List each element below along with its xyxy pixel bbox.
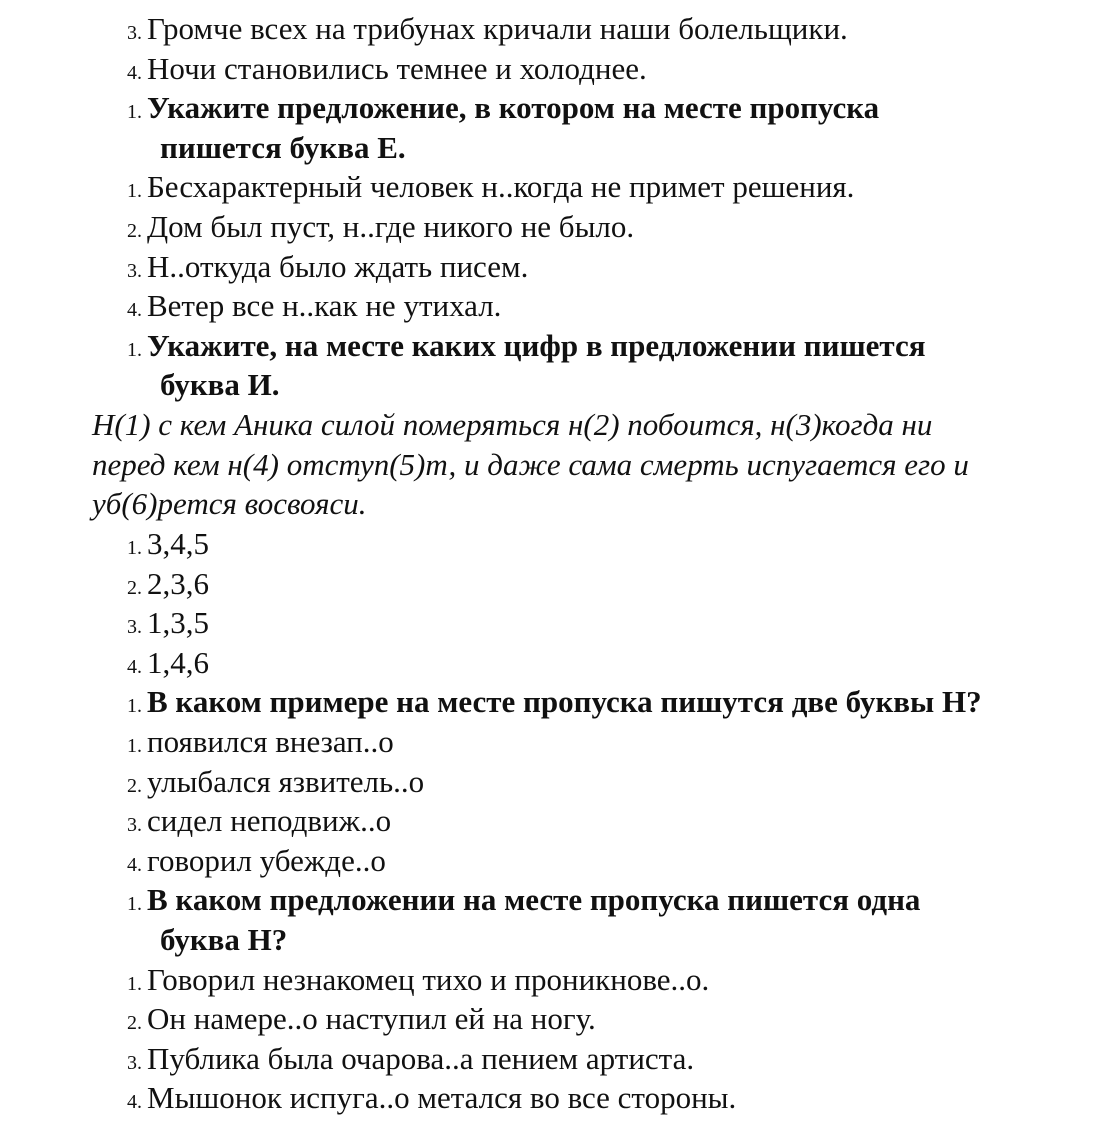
answer-option [127, 999, 596, 1039]
answer-option [127, 603, 209, 643]
question-number: 1. [127, 695, 142, 717]
answer-option [127, 247, 528, 287]
option-text: 1,4,6 [147, 645, 209, 680]
option-number: 1. [127, 973, 142, 995]
option-number: 2. [127, 577, 142, 599]
question-text: В каком примере на месте пропуска пишутся две буквы Н? [147, 684, 982, 719]
question-text: Укажите, на месте каких цифр в предложении пишется [147, 328, 926, 363]
answer-option [127, 49, 647, 89]
answer-option [127, 524, 209, 564]
example-sentence-line [92, 445, 969, 485]
question-title [127, 682, 982, 722]
option-number: 1. [127, 537, 142, 559]
answer-option [127, 841, 386, 881]
option-text: 2,3,6 [147, 566, 209, 601]
option-text: Дом был пуст, н..где никого не было. [147, 209, 635, 244]
option-number: 2. [127, 1012, 142, 1034]
question-title [127, 880, 920, 920]
question-number: 1. [127, 101, 142, 123]
question-title [127, 88, 879, 128]
option-text: Громче всех на трибунах кричали наши болельщики. [147, 11, 848, 46]
option-text: Мышонок испуга..о метался во все стороны. [147, 1080, 737, 1115]
question-number: 1. [127, 339, 142, 361]
answer-option [127, 9, 848, 49]
option-text: Публика была очарова..а пением артиста. [147, 1041, 695, 1076]
option-text: 1,3,5 [147, 605, 209, 640]
option-text: 3,4,5 [147, 526, 209, 561]
option-text: сидел неподвиж..о [147, 803, 392, 838]
answer-option [127, 286, 501, 326]
answer-option [127, 722, 394, 762]
question-text: буква И. [160, 367, 280, 402]
answer-option [127, 1039, 694, 1079]
option-text: Н..откуда было ждать писем. [147, 249, 529, 284]
answer-option [127, 643, 209, 683]
option-text: Ночи становились темнее и холоднее. [147, 51, 647, 86]
option-text: говорил убежде..о [147, 843, 386, 878]
cropped-top-line [0, 0, 1120, 4]
example-text: уб(6)рется восвояси. [92, 486, 367, 521]
option-number: 3. [127, 260, 142, 282]
option-text: улыбался язвитель..о [147, 764, 425, 799]
option-number: 1. [127, 735, 142, 757]
answer-option [127, 960, 709, 1000]
option-number: 4. [127, 299, 142, 321]
answer-option [127, 762, 424, 802]
option-text: Бесхарактерный человек н..когда не примет решения. [147, 169, 855, 204]
answer-option [127, 1078, 736, 1118]
option-number: 4. [127, 1091, 142, 1113]
example-text: перед кем н(4) отступ(5)т, и даже сама смерть испугается его и [92, 447, 969, 482]
option-number: 4. [127, 854, 142, 876]
option-number: 3. [127, 814, 142, 836]
question-title-continuation [160, 128, 406, 168]
question-text: буква Н? [160, 922, 288, 957]
question-title-continuation [160, 920, 287, 960]
example-sentence-line [92, 405, 932, 445]
option-number: 2. [127, 220, 142, 242]
option-number: 2. [127, 775, 142, 797]
option-number: 4. [127, 62, 142, 84]
option-number: 3. [127, 1052, 142, 1074]
question-text: пишется буква Е. [160, 130, 406, 165]
answer-option [127, 167, 854, 207]
option-text: Ветер все н..как не утихал. [147, 288, 502, 323]
question-text: Укажите предложение, в котором на месте пропуска [147, 90, 880, 125]
example-sentence-line [92, 484, 367, 524]
option-number: 3. [127, 22, 142, 44]
answer-option [127, 801, 391, 841]
question-title-continuation [160, 365, 280, 405]
option-text: Он намере..о наступил ей на ногу. [147, 1001, 596, 1036]
option-number: 3. [127, 616, 142, 638]
example-text: Н(1) с кем Аника силой померяться н(2) побоится, н(3)когда ни [92, 407, 933, 442]
option-text: появился внезап..о [147, 724, 394, 759]
question-text: В каком предложении на месте пропуска пишется одна [147, 882, 921, 917]
question-number: 1. [127, 893, 142, 915]
option-number: 4. [127, 656, 142, 678]
option-number: 1. [127, 180, 142, 202]
answer-option [127, 207, 634, 247]
question-title [127, 326, 926, 366]
answer-option [127, 564, 209, 604]
option-text: Говорил незнакомец тихо и проникнове..о. [147, 962, 710, 997]
